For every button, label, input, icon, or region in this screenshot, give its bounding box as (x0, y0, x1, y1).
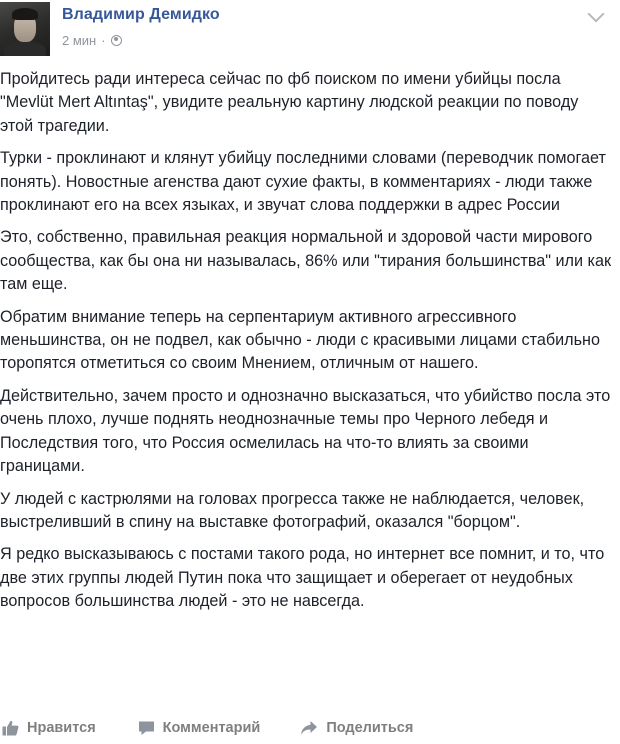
avatar[interactable] (0, 2, 50, 56)
meta-separator: · (101, 33, 106, 48)
share-icon (300, 720, 318, 736)
post-paragraph: Я редко высказываюсь с постами такого рода, но интернет все помнит, и то, что две этих группы людей Путин пока что защищает и оберегает от неудобных вопросов большинства людей - это не навсегда. (0, 545, 605, 611)
post-body (0, 68, 612, 623)
post-paragraph: Обратим внимание теперь на серпентариум активного агрессивного меньшинства, он не подвел, как обычно - люди с красивыми лицами стабильно торопятся отметиться со своим Мнением, отличным от нашего. (0, 307, 600, 373)
like-button[interactable] (2, 720, 96, 736)
post-paragraph: Это, собственно, правильная реакция нормальной и здоровой части мирового сообщества, как бы она ни называлась, 86% или "тирания большинства" или как там еще. (0, 228, 612, 294)
post-meta (62, 33, 122, 48)
post-paragraph: Пройдитесь ради интереса сейчас по фб поиском по имени убийцы посла "Mevlüt Mert Altıntaş", увидите реальную картину людской реакции по поводу этой трагедии. (0, 70, 579, 135)
post-actions (0, 712, 620, 744)
comment-label: Комментарий (162, 720, 261, 736)
share-button[interactable] (300, 720, 413, 736)
post-paragraph: Действительно, зачем просто и однозначно высказаться, что убийство посла это очень плохо, лучше поднять неоднозначные темы про Черного лебедя и Последствия того, что Россия осмелилась на что-то влиять за своими границами. (0, 386, 611, 476)
author-name[interactable]: Владимир Демидко (62, 6, 220, 23)
post-paragraph: У людей с кастрюлями на головах прогресса также не наблюдается, человек, выстреливший в спину на выставке фотографий, оказался "борцом". (0, 489, 585, 531)
comment-button[interactable] (138, 720, 261, 736)
chevron-down-icon[interactable] (588, 6, 605, 23)
thumbs-up-icon (2, 720, 19, 736)
post-paragraph: Турки - проклинают и клянут убийцу последними словами (переводчик помогает понять). Новостные агенства дают сухие факты, в комментариях - люди также проклинают его на всех языках, и звучат слова поддержки в адрес России (0, 149, 606, 215)
globe-icon[interactable] (111, 35, 122, 46)
comment-icon (138, 720, 155, 736)
post-header (0, 0, 620, 60)
post-time[interactable]: 2 мин (62, 33, 97, 48)
like-label: Нравится (27, 720, 96, 736)
share-label: Поделиться (326, 720, 414, 736)
